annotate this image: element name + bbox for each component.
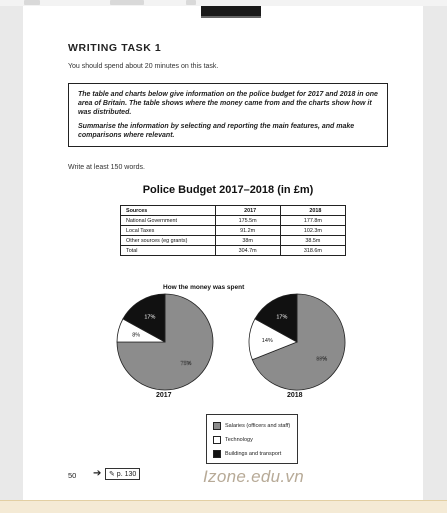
table-cell: 38.5m bbox=[280, 236, 345, 246]
toolbar-chip[interactable] bbox=[24, 0, 40, 5]
pie-charts bbox=[23, 6, 423, 416]
task-title: WRITING TASK 1 bbox=[68, 42, 162, 54]
arrow-right-icon: ➔ bbox=[93, 468, 102, 479]
page-number: 50 bbox=[68, 471, 77, 480]
legend-swatch bbox=[213, 436, 221, 444]
bottom-bar bbox=[0, 500, 447, 513]
legend-item bbox=[213, 433, 297, 447]
legend-swatch bbox=[213, 422, 221, 430]
legend-item bbox=[213, 447, 297, 461]
table-cell: 91.2m bbox=[215, 226, 280, 236]
prompt-paragraph: Summarise the information by selecting and reporting the main features, and make comparisons where relevant. bbox=[78, 123, 355, 139]
watermark: Izone.edu.vn bbox=[203, 467, 304, 486]
pie-slice-label: 17% bbox=[276, 314, 288, 321]
legend-label: Technology bbox=[225, 437, 253, 443]
pie-legend bbox=[206, 414, 298, 464]
table-cell: 102.3m bbox=[280, 226, 345, 236]
pie-charts-title: How the money was spent bbox=[163, 284, 245, 291]
page-reference-link[interactable]: ✎ p. 130 bbox=[105, 468, 140, 480]
pie-year-label: 2017 bbox=[156, 392, 172, 399]
column-header: Sources bbox=[121, 206, 216, 216]
table-cell: 304.7m bbox=[215, 246, 280, 256]
toolbar-icon[interactable] bbox=[186, 0, 196, 5]
pie-slice-label: 17% bbox=[144, 314, 156, 321]
table-title: Police Budget 2017–2018 (in £m) bbox=[142, 184, 314, 196]
legend-item bbox=[213, 419, 297, 433]
column-header: 2017 bbox=[215, 206, 280, 216]
column-header: 2018 bbox=[280, 206, 345, 216]
pie-slice-label: 69% bbox=[316, 356, 328, 363]
table-cell: 318.6m bbox=[280, 246, 345, 256]
legend-swatch bbox=[213, 450, 221, 458]
pie-slice-label: 75% bbox=[180, 361, 192, 368]
legend-label: Salaries (officers and staff) bbox=[225, 423, 291, 429]
table-cell: 177.8m bbox=[280, 216, 345, 226]
toolbar-chip[interactable] bbox=[110, 0, 144, 5]
pie-year-label: 2018 bbox=[287, 392, 303, 399]
pie-slice-label: 14% bbox=[261, 338, 273, 345]
time-instruction: You should spend about 20 minutes on this task. bbox=[68, 63, 219, 70]
pie-slice-label: 8% bbox=[132, 332, 141, 339]
table-cell: Local Taxes bbox=[121, 226, 216, 236]
table-cell: Total bbox=[121, 246, 216, 256]
table-cell: National Government bbox=[121, 216, 216, 226]
prompt-paragraph: The table and charts below give information on the police budget for 2017 and 2018 in one area of Britain. The table shows where the money came from and the charts show how it was distributed. bbox=[78, 91, 378, 116]
word-count-instruction: Write at least 150 words. bbox=[68, 164, 145, 171]
table-cell: 38m bbox=[215, 236, 280, 246]
table-cell: 175.5m bbox=[215, 216, 280, 226]
table-cell: Other sources (eg grants) bbox=[121, 236, 216, 246]
document-page bbox=[23, 6, 423, 500]
legend-label: Buildings and transport bbox=[225, 451, 282, 457]
